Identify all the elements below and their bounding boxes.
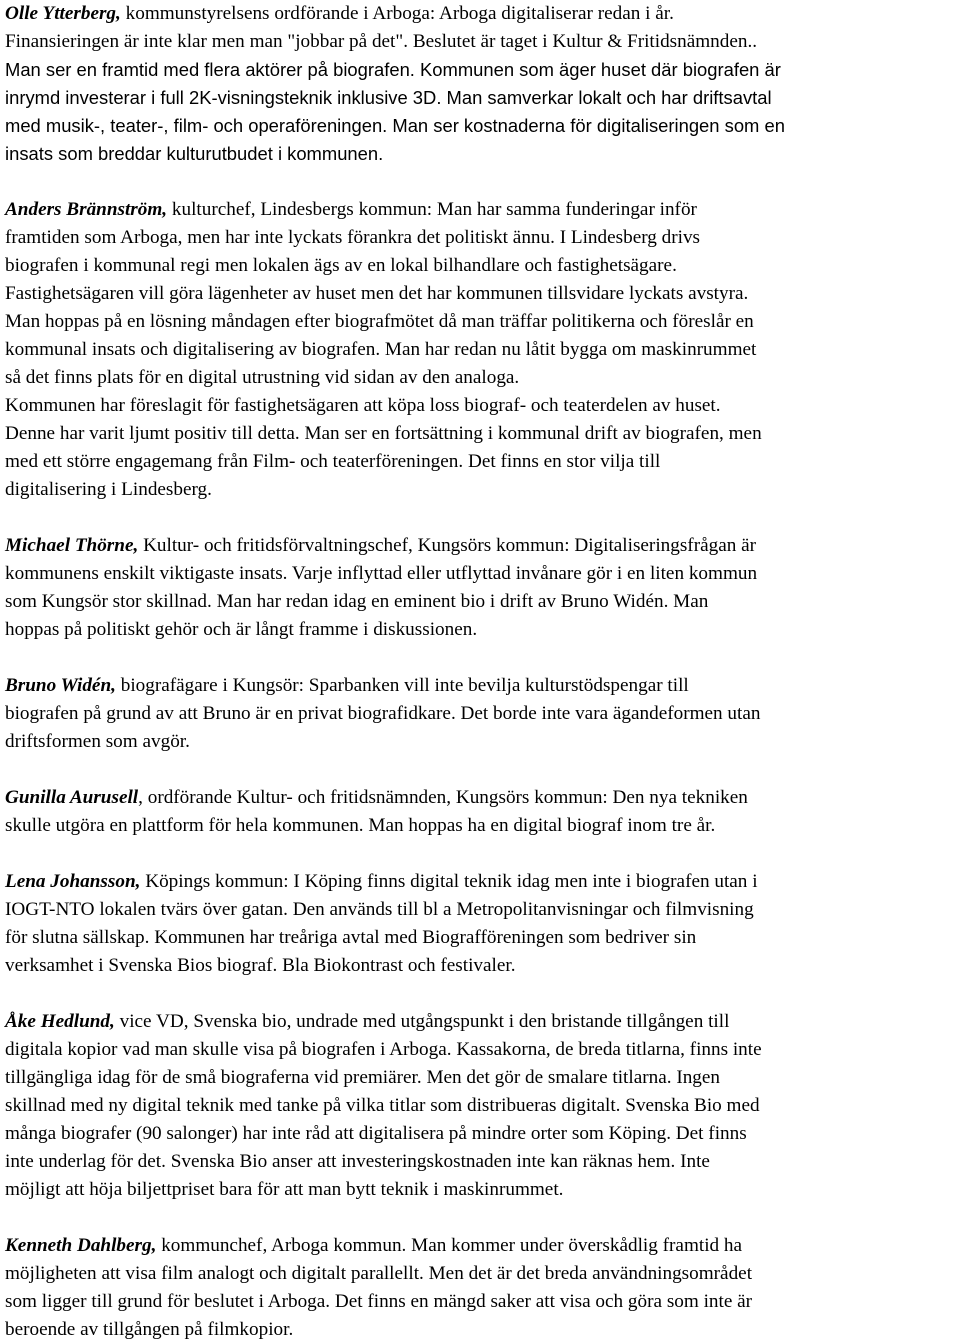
text-line: driftsformen som avgör. [5,731,190,752]
text-line: tillgängliga idag för de små biograferna vid premiärer. Men det gör de smalare titlarna. Ingen [5,1067,721,1088]
text-line [5,672,957,700]
speaker-name: Michael Thörne, [5,535,139,556]
text-line: med ett större engagemang från Film- och teaterföreningen. Det finns en stor vilja till [5,451,661,472]
text-line [5,0,957,28]
line-text: kulturchef, Lindesbergs kommun: Man har samma funderingar inför [167,199,697,220]
text-line: beroende av tillgången på filmkopior. [5,1319,294,1340]
speaker-name: Lena Johansson, [5,871,141,892]
text-line: som ligger till grund för beslutet i Arboga. Det finns en mängd saker att visa och göra som inte är [5,1291,753,1312]
text-line [5,1232,957,1260]
text-line: Man ser en framtid med flera aktörer på biografen. Kommunen som äger huset där biografen är [5,59,781,80]
text-line: digitalisering i Lindesberg. [5,479,212,500]
line-text: Köpings kommun: I Köping finns digital teknik idag men inte i biografen utan i [140,871,758,892]
text-line: Fastighetsägaren vill göra lägenheter av huset men det har kommunen tillsvidare lyckats avstyra. [5,283,749,304]
text-line: biografen på grund av att Bruno är en privat biografidkare. Det borde inte vara ägandeformen utan [5,703,761,724]
text-line: som Kungsör stor skillnad. Man har redan idag en eminent bio i drift av Bruno Widén. Man [5,591,709,612]
text-line: kommunal insats och digitalisering av biografen. Man har redan nu låtit bygga om maskinrummet [5,339,757,360]
text-line: möjligheten att visa film analogt och digitalt parallellt. Men det är det breda användningsområdet [5,1263,753,1284]
text-line: kommunens enskilt viktigaste insats. Varje inflyttad eller utflyttad invånare gör i en liten kommun [5,563,758,584]
text-line: digitala kopior vad man skulle visa på biografen i Arboga. Kassakorna, de breda titlarna, finns inte [5,1039,762,1060]
speaker-name: Gunilla Aurusell [5,787,139,808]
line-text: kommunchef, Arboga kommun. Man kommer under överskådlig framtid ha [156,1235,743,1256]
text-line: skillnad med ny digital teknik med tanke på vilka titlar som distribueras digitalt. Svenska Bio med [5,1095,760,1116]
text-line: inrymd investerar i full 2K-visningsteknik inklusive 3D. Man samverkar lokalt och har driftsavtal [5,87,772,108]
text-line: verksamhet i Svenska Bios biograf. Bla Biokontrast och festivaler. [5,955,516,976]
text-line: Finansieringen är inte klar men man "jobbar på det". Beslutet är taget i Kultur & Fritidsnämnden.. [5,31,758,52]
paragraph-ake-hedlund [5,1008,957,1204]
text-line: IOGT-NTO lokalen tvärs över gatan. Den används till bl a Metropolitanvisningar och filmvisning [5,899,754,920]
text-line [5,532,957,560]
speaker-name: Bruno Widén, [5,675,116,696]
text-line: med musik-, teater-, film- och operaföreningen. Man ser kostnaderna för digitaliseringen som en [5,115,785,136]
text-line: möjligt att höja biljettpriset bara för att man bytt teknik i maskinrummet. [5,1179,564,1200]
paragraph-kenneth-dahlberg [5,1232,957,1344]
speaker-name: Åke Hedlund, [5,1011,115,1032]
line-text: vice VD, Svenska bio, undrade med utgångspunkt i den bristande tillgången till [114,1011,730,1032]
text-line: hoppas på politiskt gehör och är långt framme i diskussionen. [5,619,478,640]
text-line [5,868,957,896]
speaker-name: Anders Brännström, [5,199,168,220]
text-line: Denne har varit ljumt positiv till detta. Man ser en fortsättning i kommunal drift av biografen, men [5,423,762,444]
text-line: för slutna sällskap. Kommunen har treåriga avtal med Biografföreningen som bedriver sin [5,927,697,948]
text-line [5,1008,957,1036]
text-line: Kommunen har föreslagit för fastighetsägaren att köpa loss biograf- och teaterdelen av huset. [5,395,721,416]
paragraph-michael-thorne [5,532,957,644]
text-line: inte underlag för det. Svenska Bio anser att investeringskostnaden inte kan räknas hem. Inte [5,1151,710,1172]
text-line: så det finns plats för en digital utrustning vid sidan av den analoga. [5,367,520,388]
text-line: många biografer (90 salonger) har inte råd att digitalisera på mindre orter som Köping. Det finns [5,1123,747,1144]
paragraph-bruno-widen [5,672,957,756]
paragraph-gunilla-aurusell [5,784,957,840]
text-line: biografen i kommunal regi men lokalen ägs av en lokal bilhandlare och fastighetsägare. [5,255,677,276]
paragraph-olle-ytterberg [5,0,957,168]
line-text: Kultur- och fritidsförvaltningschef, Kungsörs kommun: Digitaliseringsfrågan är [138,535,757,556]
text-line [5,784,957,812]
speaker-name: Kenneth Dahlberg, [5,1235,157,1256]
text-line: Man hoppas på en lösning måndagen efter biografmötet då man träffar politikerna och föreslår en [5,311,754,332]
line-text: , ordförande Kultur- och fritidsnämnden, Kungsörs kommun: Den nya tekniken [138,787,748,808]
document-page [5,0,957,1344]
text-line: insats som breddar kulturutbudet i kommunen. [5,143,384,164]
text-line [5,196,957,224]
speaker-name: Olle Ytterberg, [5,3,121,24]
paragraph-lena-johansson [5,868,957,980]
text-line: skulle utgöra en plattform för hela kommunen. Man hoppas ha en digital biograf inom tre år. [5,815,716,836]
line-text: biografägare i Kungsör: Sparbanken vill inte bevilja kulturstödspengar till [115,675,689,696]
text-line: framtiden som Arboga, men har inte lyckats förankra det politiskt ännu. I Lindesberg drivs [5,227,701,248]
line-text: kommunstyrelsens ordförande i Arboga: Arboga digitaliserar redan i år. [120,3,674,24]
paragraph-anders-brannstrom [5,196,957,504]
